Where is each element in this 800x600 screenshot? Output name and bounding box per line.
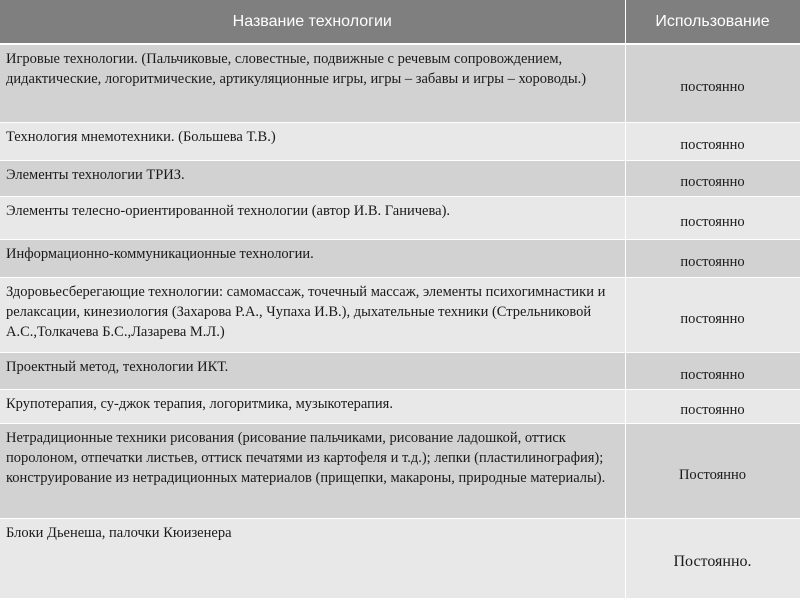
- header-usage: Использование: [625, 0, 800, 44]
- header-row: [0, 0, 800, 44]
- usage-cell: [625, 122, 800, 160]
- table-row: [0, 423, 800, 518]
- usage-cell: [625, 423, 800, 518]
- table-row: [0, 160, 800, 196]
- table-row: [0, 352, 800, 389]
- table-row: [0, 239, 800, 277]
- usage-cell: [625, 160, 800, 196]
- usage-cell: [625, 352, 800, 389]
- usage-value: постоянно: [680, 213, 745, 230]
- technology-name-cell: Здоровьесберегающие технологии: самомассаж, точечный массаж, элементы психогимнастики и релаксации, кинезиология (Захарова Р.А., Чупаха И.В.), дыхательные техники (Стрельниковой А.С.,Толкачева Б.С.,Лазарева М.Л.): [0, 277, 625, 352]
- usage-value: постоянно: [680, 254, 745, 270]
- usage-cell: [625, 239, 800, 277]
- technology-name-cell: Технология мнемотехники. (Большева Т.В.): [0, 122, 625, 160]
- table-row: [0, 389, 800, 423]
- usage-cell: [625, 389, 800, 423]
- usage-value: Постоянно: [678, 466, 747, 483]
- usage-cell: [625, 196, 800, 239]
- usage-value: постоянно: [680, 366, 745, 383]
- usage-cell: [625, 44, 800, 122]
- technology-name-cell: Проектный метод, технологии ИКТ.: [0, 352, 625, 389]
- technology-name-cell: Нетрадиционные техники рисования (рисование пальчиками, рисование ладошкой, оттиск поролоном, отпечатки листьев, оттиск печатями из картофеля и т.д.); лепки (пластилинография); конструирование из нетрадиционных материалов (прищепки, макароны, природные материалы).: [0, 423, 625, 518]
- usage-value: постоянно: [680, 137, 745, 153]
- technology-name-cell: Элементы технологии ТРИЗ.: [0, 160, 625, 196]
- technology-name-cell: Игровые технологии. (Пальчиковые, словестные, подвижные с речевым сопровождением, дидактические, логоритмические, артикуляционные игры, игры – забавы и игры – хороводы.): [0, 44, 625, 122]
- table-row: [0, 122, 800, 160]
- technology-name-cell: Элементы телесно-ориентированной технологии (автор И.В. Ганичева).: [0, 196, 625, 239]
- technology-name-cell: Крупотерапия, су-джок терапия, логоритмика, музыкотерапия.: [0, 389, 625, 423]
- usage-value: постоянно: [680, 402, 745, 418]
- header-technology-name: Название технологии: [0, 0, 625, 44]
- usage-value: постоянно: [680, 79, 745, 96]
- table-row: [0, 518, 800, 598]
- usage-value: Постоянно.: [673, 553, 752, 570]
- usage-cell: [625, 518, 800, 598]
- table-row: [0, 196, 800, 239]
- usage-value: постоянно: [680, 310, 745, 327]
- table-row: [0, 277, 800, 352]
- technology-name-cell: Информационно-коммуникационные технологии.: [0, 239, 625, 277]
- usage-value: постоянно: [680, 174, 745, 190]
- usage-cell: [625, 277, 800, 352]
- technology-name-cell: Блоки Дьенеша, палочки Кюизенера: [0, 518, 625, 598]
- table-row: [0, 44, 800, 122]
